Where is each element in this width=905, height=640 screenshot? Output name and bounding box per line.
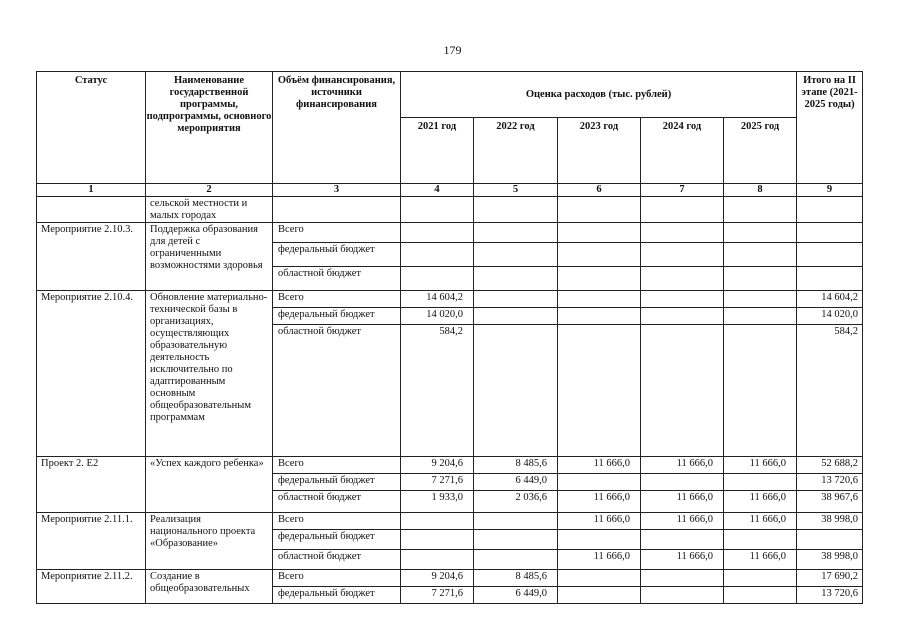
value-cell <box>724 308 797 325</box>
value-cell <box>558 243 641 267</box>
value-cell: 1 933,0 <box>401 491 474 513</box>
header-funding: Объём финансирования, источники финансирования <box>273 72 401 184</box>
value-cell: 14 604,2 <box>401 291 474 308</box>
header-status: Статус <box>37 72 146 184</box>
value-cell: 14 020,0 <box>401 308 474 325</box>
column-number: 7 <box>641 184 724 197</box>
total-cell: 14 604,2 <box>797 291 863 308</box>
table-row <box>37 457 863 474</box>
value-cell <box>641 530 724 550</box>
value-cell: 7 271,6 <box>401 474 474 491</box>
funding-source: федеральный бюджет <box>273 587 401 604</box>
total-cell: 38 998,0 <box>797 550 863 570</box>
header-year-2023: 2023 год <box>558 118 641 184</box>
total-cell <box>797 243 863 267</box>
row-status: Проект 2. Е2 <box>37 457 146 513</box>
continuation-text: сельской местности и малых городах <box>146 197 273 223</box>
total-cell <box>797 530 863 550</box>
value-cell <box>724 243 797 267</box>
column-number: 2 <box>146 184 273 197</box>
row-name: Реализация национального проекта «Образование» <box>146 513 273 570</box>
row-name: Обновление материально-технической базы в организациях, осуществляющих образовательную деятельность исключительно по адаптированным основным общеобразовательным программам <box>146 291 273 457</box>
column-number: 4 <box>401 184 474 197</box>
value-cell <box>474 243 558 267</box>
value-cell: 11 666,0 <box>724 457 797 474</box>
value-cell <box>474 308 558 325</box>
budget-table <box>36 71 863 604</box>
column-number: 6 <box>558 184 641 197</box>
table-row <box>37 291 863 308</box>
value-cell <box>724 474 797 491</box>
value-cell <box>641 308 724 325</box>
value-cell <box>401 513 474 530</box>
total-cell <box>797 223 863 243</box>
total-cell: 13 720,6 <box>797 587 863 604</box>
value-cell <box>474 267 558 291</box>
value-cell <box>724 530 797 550</box>
funding-source: Всего <box>273 513 401 530</box>
row-status: Мероприятие 2.10.3. <box>37 223 146 291</box>
row-name: Создание в общеобразовательных <box>146 570 273 604</box>
value-cell: 11 666,0 <box>641 550 724 570</box>
column-number: 5 <box>474 184 558 197</box>
funding-source: федеральный бюджет <box>273 243 401 267</box>
value-cell <box>401 550 474 570</box>
table-row <box>37 223 863 243</box>
value-cell <box>724 570 797 587</box>
value-cell: 9 204,6 <box>401 457 474 474</box>
value-cell <box>641 325 724 457</box>
value-cell <box>474 291 558 308</box>
value-cell <box>401 530 474 550</box>
value-cell <box>558 267 641 291</box>
row-status: Мероприятие 2.11.2. <box>37 570 146 604</box>
total-cell <box>797 267 863 291</box>
value-cell <box>558 474 641 491</box>
value-cell: 7 271,6 <box>401 587 474 604</box>
row-name: Поддержка образования для детей с ограниченными возможностями здоровья <box>146 223 273 291</box>
total-cell: 52 688,2 <box>797 457 863 474</box>
value-cell <box>558 223 641 243</box>
value-cell: 8 485,6 <box>474 457 558 474</box>
total-cell: 584,2 <box>797 325 863 457</box>
header-total: Итого на II этапе (2021-2025 годы) <box>797 72 863 184</box>
value-cell <box>724 267 797 291</box>
value-cell <box>401 267 474 291</box>
value-cell <box>641 243 724 267</box>
continuation-row <box>37 197 863 223</box>
total-cell: 17 690,2 <box>797 570 863 587</box>
value-cell <box>558 587 641 604</box>
funding-source: областной бюджет <box>273 491 401 513</box>
value-cell <box>558 291 641 308</box>
value-cell <box>641 474 724 491</box>
value-cell: 8 485,6 <box>474 570 558 587</box>
funding-source: областной бюджет <box>273 267 401 291</box>
page-number: 179 <box>443 43 462 57</box>
value-cell <box>558 308 641 325</box>
value-cell: 11 666,0 <box>558 513 641 530</box>
value-cell <box>401 243 474 267</box>
value-cell: 6 449,0 <box>474 474 558 491</box>
value-cell <box>474 325 558 457</box>
funding-source: федеральный бюджет <box>273 474 401 491</box>
value-cell <box>724 587 797 604</box>
row-status: Мероприятие 2.11.1. <box>37 513 146 570</box>
value-cell <box>641 267 724 291</box>
row-name: «Успех каждого ребенка» <box>146 457 273 513</box>
value-cell <box>474 550 558 570</box>
value-cell <box>641 587 724 604</box>
value-cell <box>558 325 641 457</box>
total-cell: 13 720,6 <box>797 474 863 491</box>
value-cell <box>558 570 641 587</box>
column-number: 1 <box>37 184 146 197</box>
value-cell: 6 449,0 <box>474 587 558 604</box>
column-number-row <box>37 184 863 197</box>
total-cell: 38 998,0 <box>797 513 863 530</box>
funding-source: Всего <box>273 457 401 474</box>
value-cell: 11 666,0 <box>724 550 797 570</box>
funding-source: федеральный бюджет <box>273 308 401 325</box>
value-cell: 11 666,0 <box>641 513 724 530</box>
funding-source: Всего <box>273 223 401 243</box>
value-cell <box>401 223 474 243</box>
header-year-2025: 2025 год <box>724 118 797 184</box>
total-cell: 14 020,0 <box>797 308 863 325</box>
value-cell <box>724 291 797 308</box>
funding-source: областной бюджет <box>273 325 401 457</box>
value-cell: 11 666,0 <box>558 457 641 474</box>
value-cell <box>724 223 797 243</box>
value-cell: 11 666,0 <box>641 457 724 474</box>
funding-source: федеральный бюджет <box>273 530 401 550</box>
value-cell: 11 666,0 <box>558 491 641 513</box>
funding-source: Всего <box>273 570 401 587</box>
row-status: Мероприятие 2.10.4. <box>37 291 146 457</box>
value-cell <box>474 513 558 530</box>
value-cell: 584,2 <box>401 325 474 457</box>
funding-source: областной бюджет <box>273 550 401 570</box>
total-cell: 38 967,6 <box>797 491 863 513</box>
value-cell <box>474 223 558 243</box>
value-cell <box>641 570 724 587</box>
value-cell <box>641 291 724 308</box>
value-cell: 2 036,6 <box>474 491 558 513</box>
funding-source: Всего <box>273 291 401 308</box>
table-row <box>37 570 863 587</box>
header-year-2021: 2021 год <box>401 118 474 184</box>
value-cell: 11 666,0 <box>724 513 797 530</box>
header-estimate: Оценка расходов (тыс. рублей) <box>401 72 797 118</box>
header-year-2024: 2024 год <box>641 118 724 184</box>
table-row <box>37 513 863 530</box>
value-cell: 11 666,0 <box>558 550 641 570</box>
column-number: 9 <box>797 184 863 197</box>
value-cell: 9 204,6 <box>401 570 474 587</box>
value-cell <box>641 223 724 243</box>
value-cell <box>558 530 641 550</box>
header-program-name: Наименование государственной программы, подпрограммы, основного мероприятия <box>146 72 273 184</box>
column-number: 8 <box>724 184 797 197</box>
header-year-2022: 2022 год <box>474 118 558 184</box>
column-number: 3 <box>273 184 401 197</box>
value-cell <box>474 530 558 550</box>
value-cell <box>724 325 797 457</box>
value-cell: 11 666,0 <box>641 491 724 513</box>
value-cell: 11 666,0 <box>724 491 797 513</box>
